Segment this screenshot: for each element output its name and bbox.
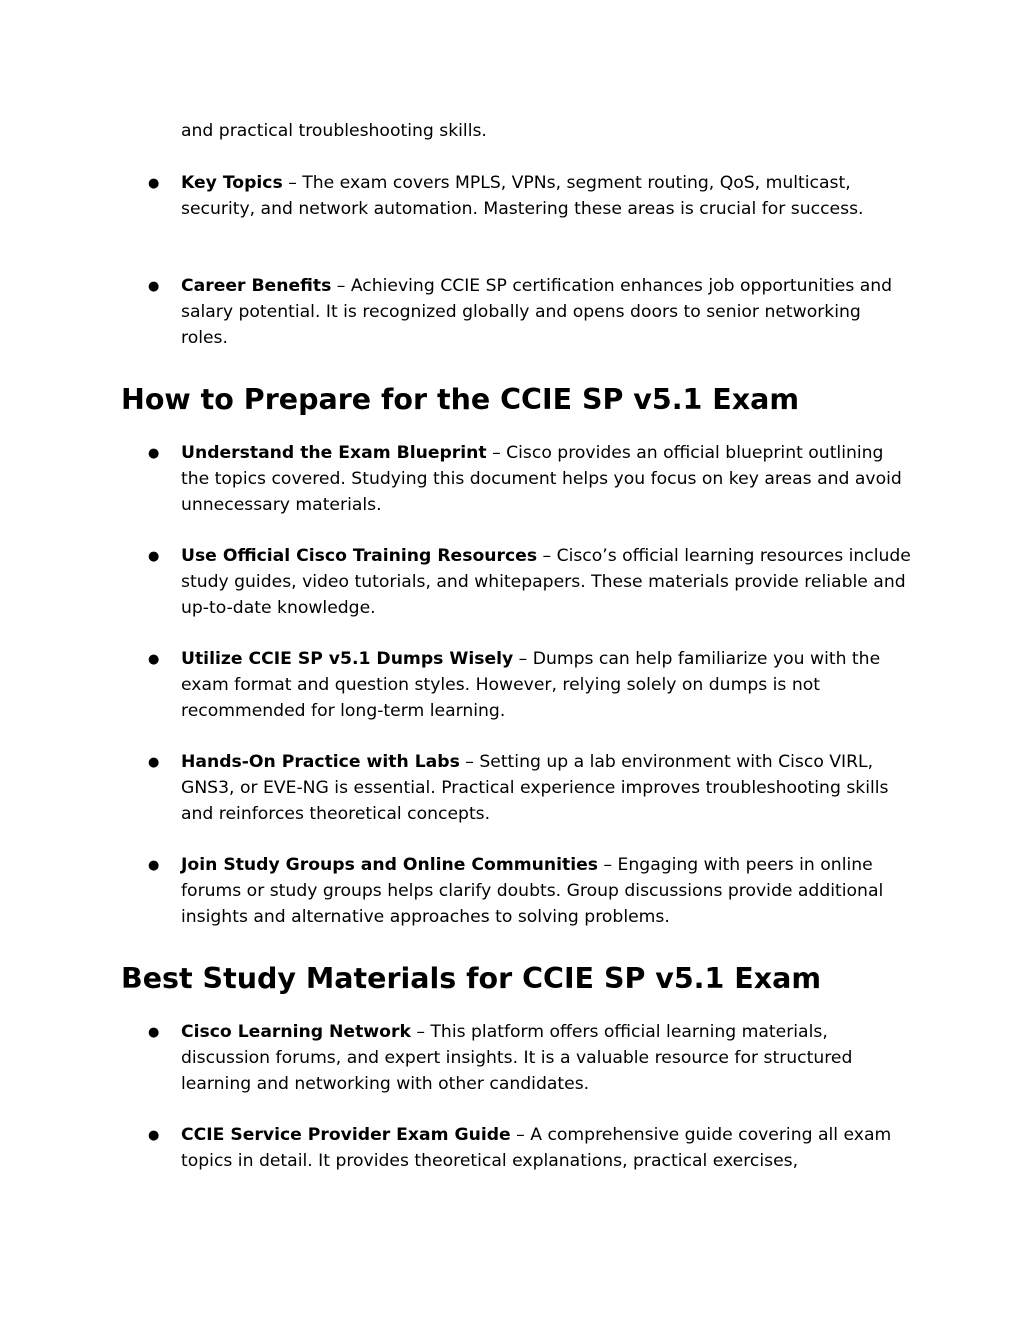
- item-text: – Setting up a lab environment with Cisco VIRL, GNS3, or EVE-NG is essential. Practical experience improves troubleshooting skills and reinforces theoretical concepts.: [181, 752, 889, 824]
- item-text: – Cisco’s official learning resources include study guides, video tutorials, and whitepapers. These materials provide reliable and up-to-date knowledge.: [181, 546, 911, 618]
- list-item-key-topics: [148, 171, 913, 223]
- item-text: – The exam covers MPLS, VPNs, segment routing, QoS, multicast, security, and network automation. Mastering these areas is crucial for success.: [181, 173, 864, 219]
- list-item-official-training: [148, 544, 913, 621]
- item-text: – This platform offers official learning materials, discussion forums, and expert insights. It is a valuable resource for structured learning and networking with other candidates.: [181, 1022, 853, 1094]
- item-term: Utilize CCIE SP v5.1 Dumps Wisely: [181, 649, 514, 669]
- item-text: – Engaging with peers in online forums or study groups helps clarify doubts. Group discussions provide additional insights and alternative approaches to solving problems.: [181, 855, 884, 927]
- bullet-icon: ●: [148, 858, 160, 873]
- list-item-career-benefits: [148, 274, 913, 351]
- item-term: Career Benefits: [181, 276, 332, 296]
- bullet-icon: ●: [148, 176, 160, 191]
- bullet-icon: ●: [148, 279, 160, 294]
- item-text: – Cisco provides an official blueprint outlining the topics covered. Studying this document helps you focus on key areas and avoid unnecessary materials.: [181, 443, 902, 515]
- bullet-icon: ●: [148, 549, 160, 564]
- list-item-learning-network: [148, 1020, 913, 1097]
- item-term: Hands-On Practice with Labs: [181, 752, 460, 772]
- bullet-icon: ●: [148, 755, 160, 770]
- list-item-labs: [148, 750, 913, 827]
- list-item-study-groups: [148, 853, 913, 930]
- bullet-icon: ●: [148, 1128, 160, 1143]
- bullet-icon: ●: [148, 1025, 160, 1040]
- list-item-dumps: [148, 647, 913, 724]
- list-item-exam-guide: [148, 1123, 913, 1175]
- list-item-exam-blueprint: [148, 441, 913, 518]
- bullet-icon: ●: [148, 652, 160, 667]
- item-term: Key Topics: [181, 173, 283, 193]
- item-text: – Achieving CCIE SP certification enhances job opportunities and salary potential. It is recognized globally and opens doors to senior networking roles.: [181, 276, 893, 348]
- item-text: – A comprehensive guide covering all exam topics in detail. It provides theoretical explanations, practical exercises,: [181, 1125, 892, 1171]
- item-term: Use Official Cisco Training Resources: [181, 546, 538, 566]
- item-term: Cisco Learning Network: [181, 1022, 411, 1042]
- bullet-icon: ●: [148, 446, 160, 461]
- continuation-paragraph: and practical troubleshooting skills.: [181, 121, 487, 141]
- item-term: Join Study Groups and Online Communities: [181, 855, 599, 875]
- section-heading-materials: Best Study Materials for CCIE SP v5.1 Exam: [121, 962, 822, 995]
- item-term: Understand the Exam Blueprint: [181, 443, 487, 463]
- section-heading-prepare: How to Prepare for the CCIE SP v5.1 Exam: [121, 383, 800, 416]
- item-text: – Dumps can help familiarize you with the exam format and question styles. However, relying solely on dumps is not recommended for long-term learning.: [181, 649, 881, 721]
- item-term: CCIE Service Provider Exam Guide: [181, 1125, 511, 1145]
